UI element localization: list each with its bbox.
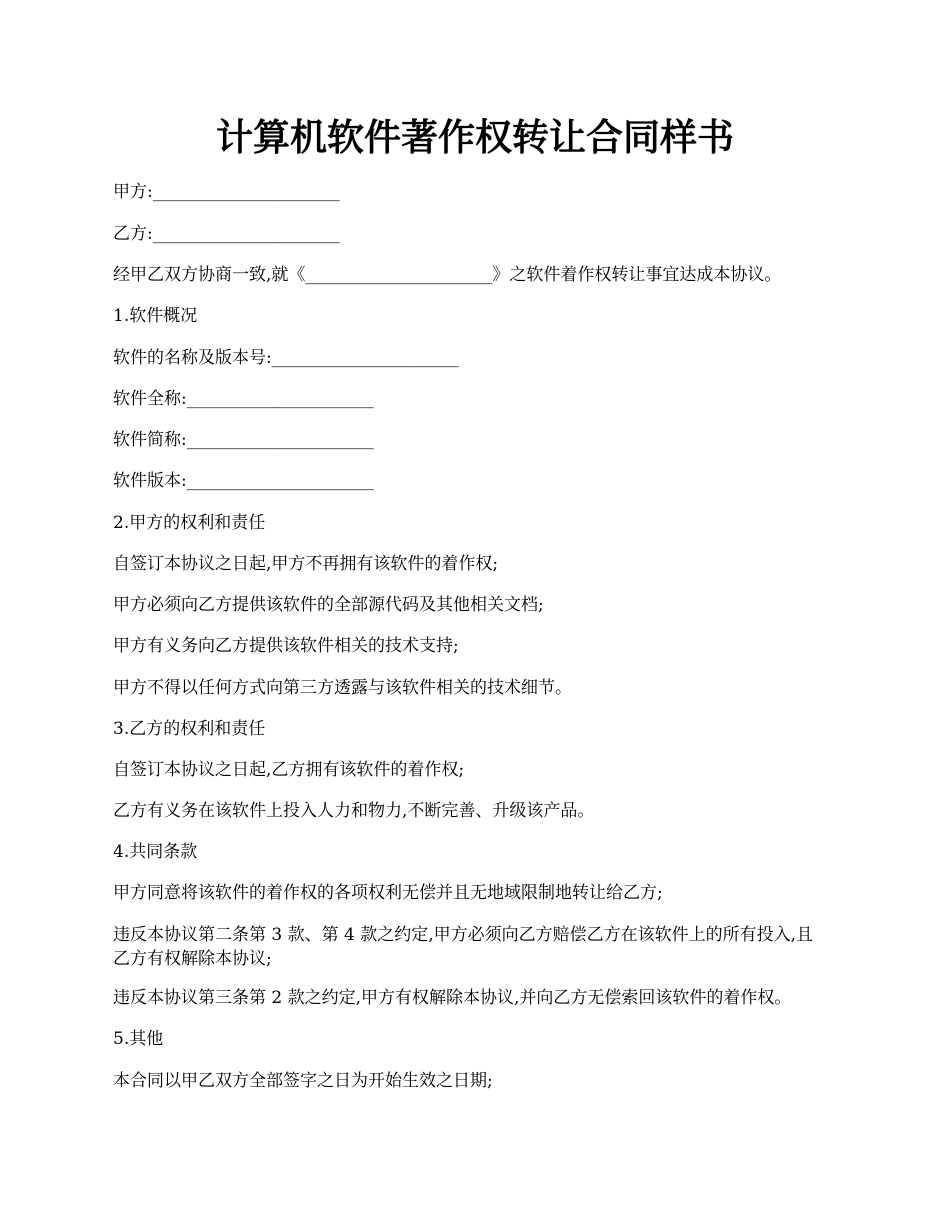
party-a-clause-4: 甲方不得以任何方式向第三方透露与该软件相关的技术细节。: [113, 678, 572, 698]
software-full-name-line: 软件全称:______________________: [113, 389, 374, 409]
section-heading-4: 4.共同条款: [113, 842, 198, 862]
agreement-intro: 经甲乙双方协商一致,就《______________________》之软件着作权转让事宜达成本协议。: [113, 265, 782, 285]
party-a-clause-3: 甲方有义务向乙方提供该软件相关的技术支持;: [113, 636, 459, 656]
party-b-clause-2: 乙方有义务在该软件上投入人力和物力,不断完善、升级该产品。: [113, 801, 595, 821]
document-title: 计算机软件著作权转让合同样书: [216, 115, 734, 159]
software-short-name-line: 软件简称:______________________: [113, 430, 374, 450]
party-a-clause-1: 自签订本协议之日起,甲方不再拥有该软件的着作权;: [113, 554, 499, 574]
section-heading-2: 2.甲方的权利和责任: [113, 513, 266, 533]
other-clause-1: 本合同以甲乙双方全部签字之日为开始生效之日期;: [113, 1071, 493, 1091]
party-a-line: 甲方:______________________: [113, 182, 340, 202]
party-b-clause-1: 自签订本协议之日起,乙方拥有该软件的着作权;: [113, 760, 465, 780]
section-heading-1: 1.软件概况: [113, 306, 198, 326]
party-a-clause-2: 甲方必须向乙方提供该软件的全部源代码及其他相关文档;: [113, 595, 544, 615]
common-clause-3: 违反本协议第三条第 2 款之约定,甲方有权解除本协议,并向乙方无偿索回该软件的着作权。: [113, 988, 792, 1008]
section-heading-5: 5.其他: [113, 1029, 164, 1049]
software-version-line: 软件版本:______________________: [113, 471, 374, 491]
section-heading-3: 3.乙方的权利和责任: [113, 719, 266, 739]
common-clause-1: 甲方同意将该软件的着作权的各项权利无偿并且无地域限制地转让给乙方;: [113, 883, 663, 903]
common-clause-2: 违反本协议第二条第 3 款、第 4 款之约定,甲方必须向乙方赔偿乙方在该软件上的所有投入,且乙方有权解除本协议;: [113, 925, 814, 969]
party-b-line: 乙方:______________________: [113, 224, 340, 244]
software-name-version-line: 软件的名称及版本号:______________________: [113, 348, 459, 368]
